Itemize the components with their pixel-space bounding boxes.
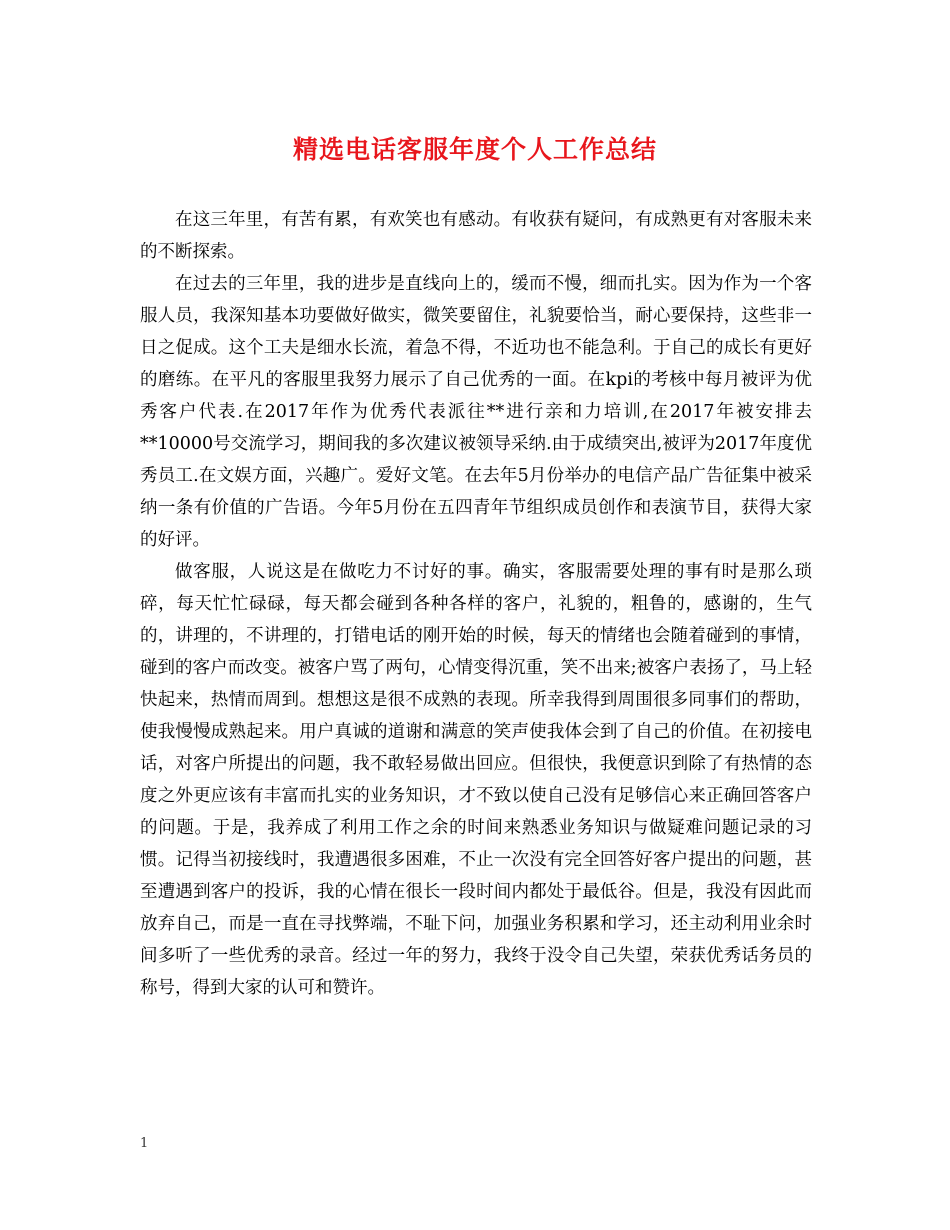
paragraph-1: 在这三年里，有苦有累，有欢笑也有感动。有收获有疑问，有成熟更有对客服未来的不断探索。 bbox=[140, 210, 812, 262]
page-number: 1 bbox=[140, 1136, 149, 1151]
document-body bbox=[140, 204, 812, 1004]
document-title: 精选电话客服年度个人工作总结 bbox=[292, 135, 657, 164]
paragraph-2: 在过去的三年里，我的进步是直线向上的，缓而不慢，细而扎实。因为作为一个客服人员，我深知基本功要做好做实，微笑要留住，礼貌要恰当，耐心要保持，这些非一日之促成。这个工夫是细水长流，着急不得，不近功也不能急利。于自己的成长有更好的磨练。在平凡的客服里我努力展示了自己优秀的一面。在kpi的考核中每月被评为优秀客户代表.在2017年作为优秀代表派往**进行亲和力培训,在2017年被安排去**10000号交流学习，期间我的多次建议被领导采纳.由于成绩突出,被评为2017年度优秀员工.在文娱方面，兴趣广。爱好文笔。在去年5月份举办的电信产品广告征集中被采纳一条有价值的广告语。今年5月份在五四青年节组织成员创作和表演节目，获得大家的好评。 bbox=[140, 274, 812, 550]
paragraph-3: 做客服，人说这是在做吃力不讨好的事。确实，客服需要处理的事有时是那么琐碎，每天忙忙碌碌，每天都会碰到各种各样的客户，礼貌的，粗鲁的，感谢的，生气的，讲理的，不讲理的，打错电话的刚开始的时候，每天的情绪也会随着碰到的事情，碰到的客户而改变。被客户骂了两句，心情变得沉重，笑不出来;被客户表扬了，马上轻快起来，热情而周到。想想这是很不成熟的表现。所幸我得到周围很多同事们的帮助，使我慢慢成熟起来。用户真诚的道谢和满意的笑声使我体会到了自己的价值。在初接电话，对客户所提出的问题，我不敢轻易做出回应。但很快，我便意识到除了有热情的态度之外更应该有丰富而扎实的业务知识，才不致以使自己没有足够信心来正确回答客户的问题。于是，我养成了利用工作之余的时间来熟悉业务知识与做疑难问题记录的习惯。记得当初接线时，我遭遇很多困难，不止一次没有完全回答好客户提出的问题，甚至遭遇到客户的投诉，我的心情在很长一段时间内都处于最低谷。但是，我没有因此而放弃自己，而是一直在寻找弊端，不耻下问，加强业务积累和学习，还主动利用业余时间多听了一些优秀的录音。经过一年的努力，我终于没令自己失望，荣获优秀话务员的称号，得到大家的认可和赞许。 bbox=[140, 562, 812, 998]
